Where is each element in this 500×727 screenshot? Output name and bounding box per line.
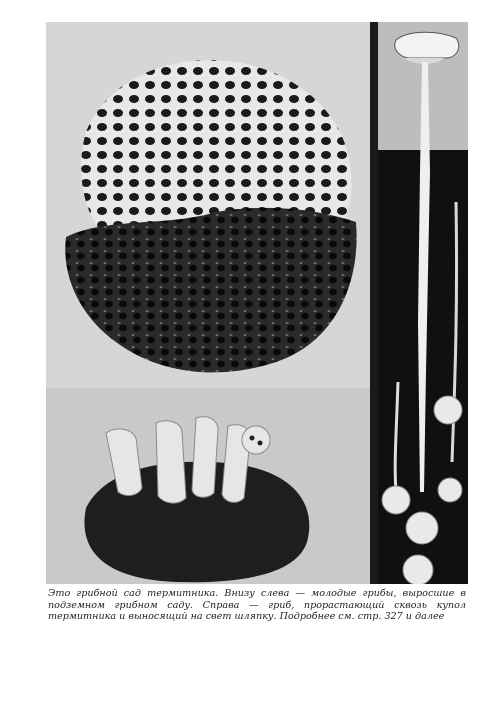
mushroom-stalk-photo (378, 22, 468, 584)
fungus-comb-photo (46, 22, 370, 388)
photo-figure (46, 22, 468, 584)
mushroom-stalk-illustration (378, 22, 468, 584)
young-mushrooms-illustration (46, 388, 370, 584)
fungus-comb-illustration (46, 22, 370, 388)
young-mushrooms-photo (46, 388, 370, 584)
figure-caption: Это грибной сад термитника. Внизу слева — молодые грибы, выросшие в подземном грибном саду. Справа — гриб, прорастающий сквозь купол термитника и выносящий на свет шляпку. Подробнее см. стр. 327 и далее (48, 588, 466, 622)
